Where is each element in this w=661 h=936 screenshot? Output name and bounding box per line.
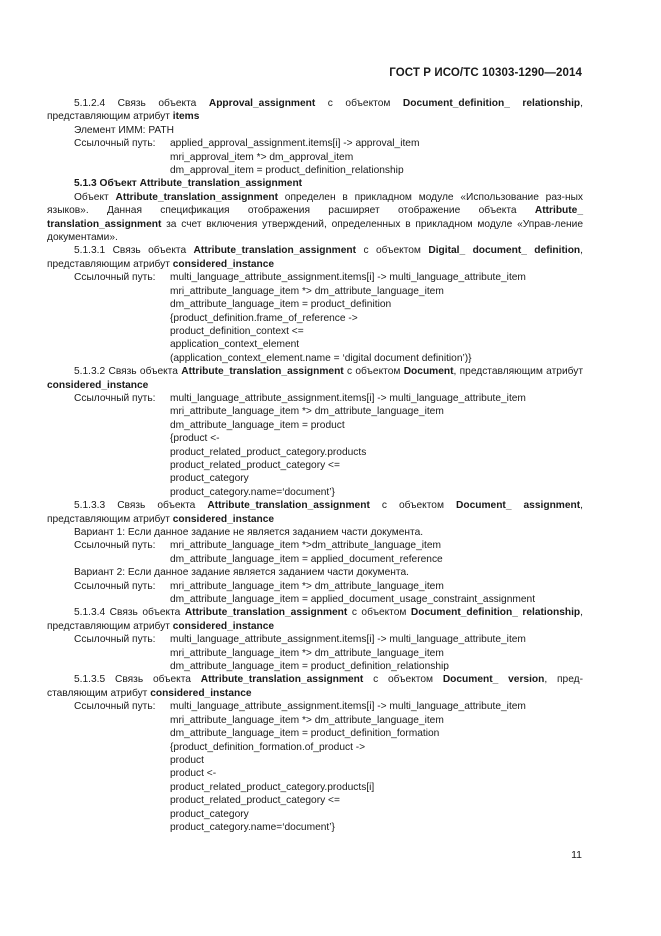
attribute-name: considered_instance <box>47 379 149 391</box>
variant-2-line: Вариант 2: Если данное задание является заданием части документа. <box>74 567 409 579</box>
entity-name: Attribute_ translation_assignment <box>47 205 583 230</box>
clause-text: Связь объекта <box>114 674 191 686</box>
reference-path-line: mri_attribute_language_item *> dm_attribute_language_item <box>170 647 444 659</box>
clause-text: , представляющим атрибут <box>47 245 583 270</box>
entity-name: Attribute_translation_assignment <box>115 191 278 203</box>
clause-text: с объектом <box>351 607 407 619</box>
attribute-name: considered_instance <box>172 513 275 525</box>
clause-number: 5.1.3.1 <box>74 245 106 257</box>
reference-path <box>47 700 583 834</box>
reference-path-line: product <box>170 754 204 766</box>
paragraph-text: за счет включения утверждений, определенных в прикладном модуле «Управ-ление документами». <box>47 218 583 244</box>
section-heading-5-1-3 <box>47 177 583 190</box>
reference-path-line: product_definition_context <= <box>170 325 304 337</box>
entity-name: Document <box>403 366 454 378</box>
attribute-name: considered_instance <box>172 620 275 632</box>
reference-path-line: mri_approval_item *> dm_approval_item <box>170 151 354 163</box>
entity-name: Attribute_translation_assignment <box>200 674 364 686</box>
reference-path <box>47 633 583 673</box>
reference-path-line: mri_attribute_language_item *> dm_attribute_language_item <box>170 406 444 418</box>
clause-text: , пред-ставляющим атрибут <box>47 674 583 699</box>
section-intro-paragraph <box>47 191 583 245</box>
reference-path-line: dm_attribute_language_item = product_definition_relationship <box>170 661 449 673</box>
reference-path-label: Ссылочный путь: <box>74 540 156 552</box>
reference-path-line: {product <- <box>170 433 220 445</box>
entity-name: Approval_assignment <box>208 98 316 109</box>
entity-name: Attribute_translation_assignment <box>193 245 357 257</box>
clause-number: 5.1.3.5 <box>74 674 106 686</box>
reference-path-line: dm_attribute_language_item = product_definition_formation <box>170 728 440 740</box>
clause-text: Связь объекта <box>117 98 197 109</box>
paragraph-text: Объект <box>74 191 109 203</box>
entity-name: Attribute_translation_assignment <box>181 366 344 378</box>
reference-path-line: product_category.name=‘document’} <box>170 821 335 833</box>
clause-number: 5.1.2.4 <box>74 98 106 109</box>
entity-name: Document_definition_ relationship <box>410 607 581 619</box>
entity-name: Attribute_translation_assignment <box>184 607 348 619</box>
reference-path-line: applied_approval_assignment.items[i] -> approval_item <box>170 138 420 150</box>
reference-path-label: Ссылочный путь: <box>74 701 156 713</box>
entity-name: Document_ version <box>442 674 545 686</box>
heading-number: 5.1.3 <box>74 178 97 190</box>
reference-path-line: product <- <box>170 768 217 780</box>
entity-name: Attribute_translation_assignment <box>207 500 370 512</box>
clause-text: Связь объекта <box>109 607 181 619</box>
reference-path-line: multi_language_attribute_assignment.items[i] -> multi_language_attribute_item <box>170 701 526 713</box>
reference-path-line: dm_attribute_language_item = product_definition <box>170 299 392 311</box>
heading-text: Объект Attribute_translation_assignment <box>99 178 303 190</box>
clause-5-1-3-4 <box>47 606 583 633</box>
reference-path <box>47 539 583 566</box>
page-number: 11 <box>571 849 582 861</box>
attribute-name: considered_instance <box>172 258 275 270</box>
paragraph-text: определен в прикладном модуле «Использование раз-ных языков». Данная спецификация отображения расширяет отображение объекта <box>47 191 583 217</box>
reference-path-line: multi_language_attribute_assignment.items[i] -> multi_language_attribute_item <box>170 272 526 284</box>
reference-path-line: product_category.name=‘document’} <box>170 486 335 498</box>
clause-5-1-3-5 <box>47 673 583 700</box>
clause-text: с объектом <box>381 500 444 512</box>
clause-text: , представляющим атрибут <box>453 366 584 378</box>
reference-path-line: dm_approval_item = product_definition_relationship <box>170 165 404 177</box>
reference-path <box>47 580 583 607</box>
attribute-name: considered_instance <box>150 687 252 699</box>
reference-path-line: multi_language_attribute_assignment.items[i] -> multi_language_attribute_item <box>170 392 526 404</box>
document-body <box>47 97 583 834</box>
clause-text: с объектом <box>373 674 433 686</box>
variant-1-line: Вариант 1: Если данное задание не является заданием части документа. <box>74 527 424 538</box>
reference-path-label: Ссылочный путь: <box>74 272 156 284</box>
reference-path-label: Ссылочный путь: <box>74 392 156 404</box>
reference-path-line: mri_attribute_language_item *>dm_attribute_language_item <box>170 540 441 552</box>
reference-path-line: product_related_product_category <= <box>170 795 340 807</box>
reference-path-line: mri_attribute_language_item *> dm_attribute_language_item <box>170 714 444 726</box>
clause-number: 5.1.3.2 <box>74 366 106 378</box>
reference-path-label: Ссылочный путь: <box>74 138 156 150</box>
reference-path-line: {product_definition.frame_of_reference -> <box>170 312 358 324</box>
clause-5-1-2-4 <box>47 97 583 124</box>
reference-path-line: dm_attribute_language_item = product <box>170 419 345 431</box>
reference-path <box>47 392 583 499</box>
reference-path <box>47 271 583 365</box>
reference-path-line: (application_context_element.name = ‘digital document definition’)} <box>170 352 472 364</box>
clause-number: 5.1.3.4 <box>74 607 106 619</box>
reference-path-line: application_context_element <box>170 339 300 351</box>
reference-path-label: Ссылочный путь: <box>74 580 156 592</box>
clause-text: с объектом <box>363 245 421 257</box>
reference-path <box>47 137 583 177</box>
reference-path-line: mri_attribute_language_item *> dm_attribute_language_item <box>170 285 444 297</box>
reference-path-line: product_category <box>170 473 249 485</box>
reference-path-line: mri_attribute_language_item *> dm_attribute_language_item <box>170 580 444 592</box>
reference-path-line: product_category <box>170 808 249 820</box>
clause-text: , представляющим атрибут <box>47 98 583 123</box>
page-header-standard: ГОСТ Р ИСО/ТС 10303-1290—2014 <box>389 67 582 79</box>
clause-text: , представляющим атрибут <box>47 500 583 525</box>
reference-path-line: product_related_product_category <= <box>170 459 340 471</box>
attribute-name: items <box>172 111 200 123</box>
clause-text: Связь объекта <box>108 366 178 378</box>
reference-path-label: Ссылочный путь: <box>74 634 156 646</box>
entity-name: Digital_ document_ definition <box>428 245 581 257</box>
clause-number: 5.1.3.3 <box>74 500 106 512</box>
clause-5-1-3-3 <box>47 499 583 526</box>
reference-path-line: product_related_product_category.products <box>170 446 367 458</box>
clause-text: Связь объекта <box>112 245 187 257</box>
element-line: Элемент ИММ: PATH <box>74 124 174 136</box>
clause-5-1-3-1 <box>47 244 583 271</box>
clause-text: с объектом <box>347 366 401 378</box>
reference-path-line: {product_definition_formation.of_product -> <box>170 741 366 753</box>
clause-text: с объектом <box>327 98 391 109</box>
clause-text: , представляющим атрибут <box>47 607 583 632</box>
reference-path-line: product_related_product_category.products[i] <box>170 781 375 793</box>
reference-path-line: dm_attribute_language_item = applied_document_reference <box>170 553 443 565</box>
clause-5-1-3-2 <box>47 365 583 392</box>
entity-name: Document_definition_ relationship <box>402 98 581 109</box>
clause-text: Связь объекта <box>117 500 196 512</box>
reference-path-line: dm_attribute_language_item = applied_document_usage_constraint_assignment <box>170 594 536 606</box>
reference-path-line: multi_language_attribute_assignment.items[i] -> multi_language_attribute_item <box>170 634 526 646</box>
entity-name: Document_ assignment <box>456 500 581 512</box>
